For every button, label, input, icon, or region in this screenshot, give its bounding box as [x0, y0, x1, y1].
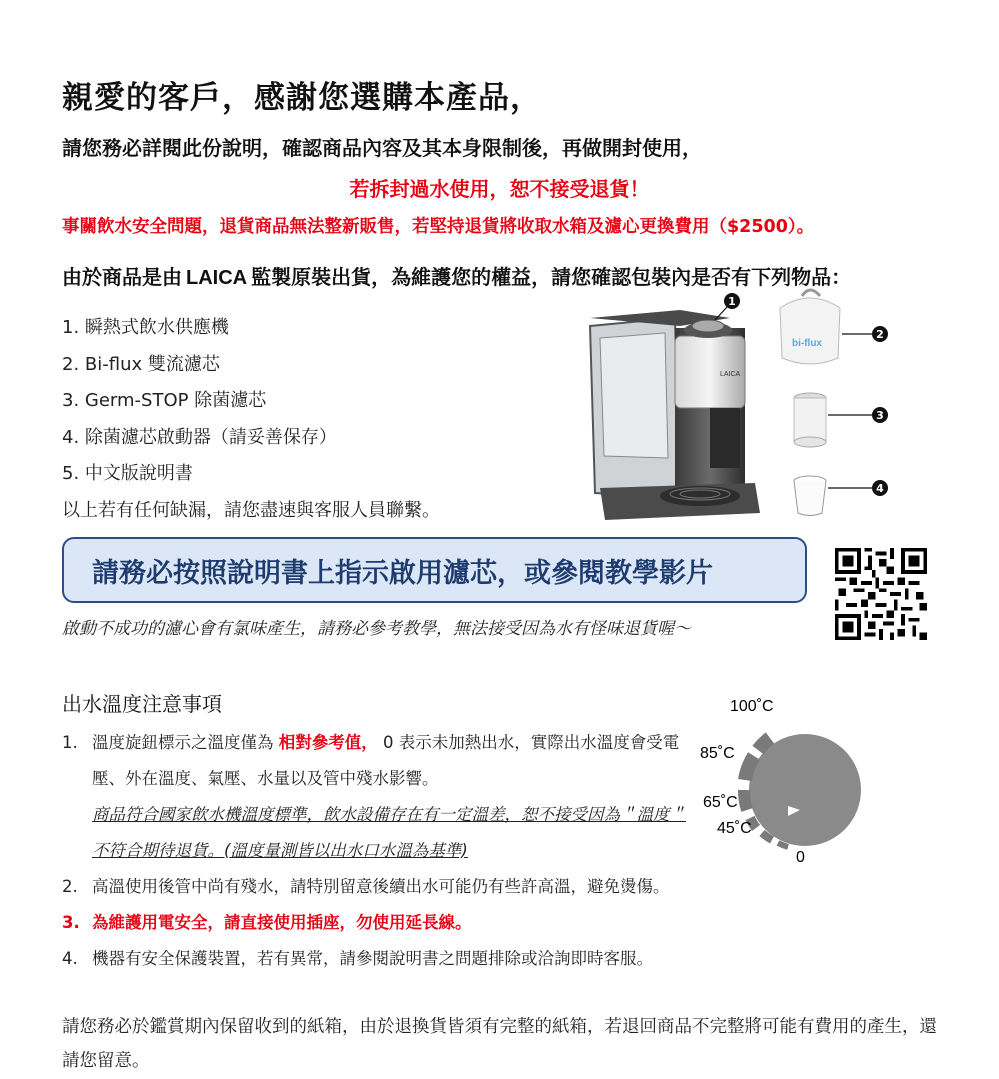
- banner-text: 請務必按照說明書上指示啟用濾芯，或參閱教學影片: [92, 557, 713, 589]
- germ-stop-filter-image: [794, 393, 888, 447]
- page-heading: 親愛的客戶，感謝您選購本產品，: [62, 80, 542, 116]
- confirm-prefix: 由於商品是由: [62, 265, 182, 289]
- product-illustration: [580, 288, 910, 528]
- filter-activation-banner: [62, 537, 807, 603]
- confirm-suffix: 監製原裝出貨，為維護您的權益，請您確認包裝內是否有下列物品：: [251, 265, 852, 289]
- temperature-dial: [690, 690, 890, 870]
- package-item-list: [62, 310, 440, 529]
- dial-label-65: 65˚C: [703, 794, 738, 811]
- dial-label-100: 100˚C: [730, 698, 774, 715]
- water-dispenser-image: [590, 310, 760, 520]
- package-confirm-line: [62, 261, 851, 290]
- temperature-notes-list: [62, 725, 702, 977]
- temp-note-1: 1. 溫度旋鈕標示之溫度僅為 相對參考值， 0 表示未加熱出水，實際出水溫度會受電壓、外在溫度、氣壓、水量以及管中殘水影響。 商品符合國家飲水機溫度標準，飲水設備存在有一定溫差，恕不接受因為＂溫度＂不符合期待退貨。(溫度量測皆以出水口水溫為基準): [62, 733, 686, 860]
- callout-3: 3: [876, 409, 884, 422]
- package-item: 2. Bi-flux 雙流濾芯: [62, 353, 220, 375]
- banner-note: 啟動不成功的濾心會有氯味產生，請務必參考教學，無法接受因為水有怪味退貨喔～: [62, 619, 691, 639]
- fee-warning: 事關飲水安全問題，退貨商品無法整新販售，若堅持退貨將收取水箱及濾心更換費用（$2500）。: [62, 217, 815, 237]
- dial-label-85: 85˚C: [700, 745, 735, 762]
- temp-note-4: 4. 機器有安全保護裝置，若有異常，請參閱說明書之問題排除或洽詢即時客服。: [62, 949, 653, 968]
- svg-text:1: 1: [728, 295, 736, 308]
- temp-note-3: 3. 為維護用電安全，請直接使用插座，勿使用延長線。: [62, 913, 472, 932]
- machine-brand-text: LAICA: [720, 371, 741, 378]
- biflux-filter-image: [780, 290, 888, 364]
- package-item: 1. 瞬熱式飲水供應機: [62, 317, 229, 338]
- instruction-subheading: 請您務必詳閱此份說明，確認商品內容及其本身限制後，再做開封使用，: [62, 136, 702, 160]
- brand-logo-text: LAICA: [186, 267, 248, 289]
- missing-note: 以上若有任何缺漏，請您盡速與客服人員聯繫。: [62, 499, 440, 521]
- temperature-disclaimer: 商品符合國家飲水機溫度標準，飲水設備存在有一定溫差，恕不接受因為＂溫度＂不符合期待退貨。(溫度量測皆以出水口水溫為基準): [92, 805, 686, 860]
- dial-label-0: 0: [796, 849, 805, 866]
- filter-label: bi-flux: [792, 338, 822, 349]
- temp-note-2: 2. 高溫使用後管中尚有殘水，請特別留意後續出水可能仍有些許高溫，避免燙傷。: [62, 877, 670, 896]
- qr-code-icon[interactable]: [835, 548, 927, 640]
- callout-2: 2: [876, 328, 884, 341]
- footer-note: 請您務必於鑑賞期內保留收到的紙箱，由於退換貨皆須有完整的紙箱，若退回商品不完整將可能有費用的產生，還請您留意。: [62, 1017, 937, 1071]
- filter-starter-image: [794, 476, 888, 516]
- temperature-section-title: 出水溫度注意事項: [62, 692, 222, 716]
- package-item: 5. 中文版說明書: [62, 463, 193, 484]
- refund-warning: 若拆封過水使用，恕不接受退貨！: [349, 177, 650, 201]
- dial-label-45: 45˚C: [717, 820, 752, 837]
- callout-1: [715, 293, 740, 320]
- callout-4: 4: [876, 482, 884, 495]
- package-item: 4. 除菌濾芯啟動器（請妥善保存）: [62, 426, 337, 448]
- package-item: 3. Germ-STOP 除菌濾芯: [62, 390, 267, 411]
